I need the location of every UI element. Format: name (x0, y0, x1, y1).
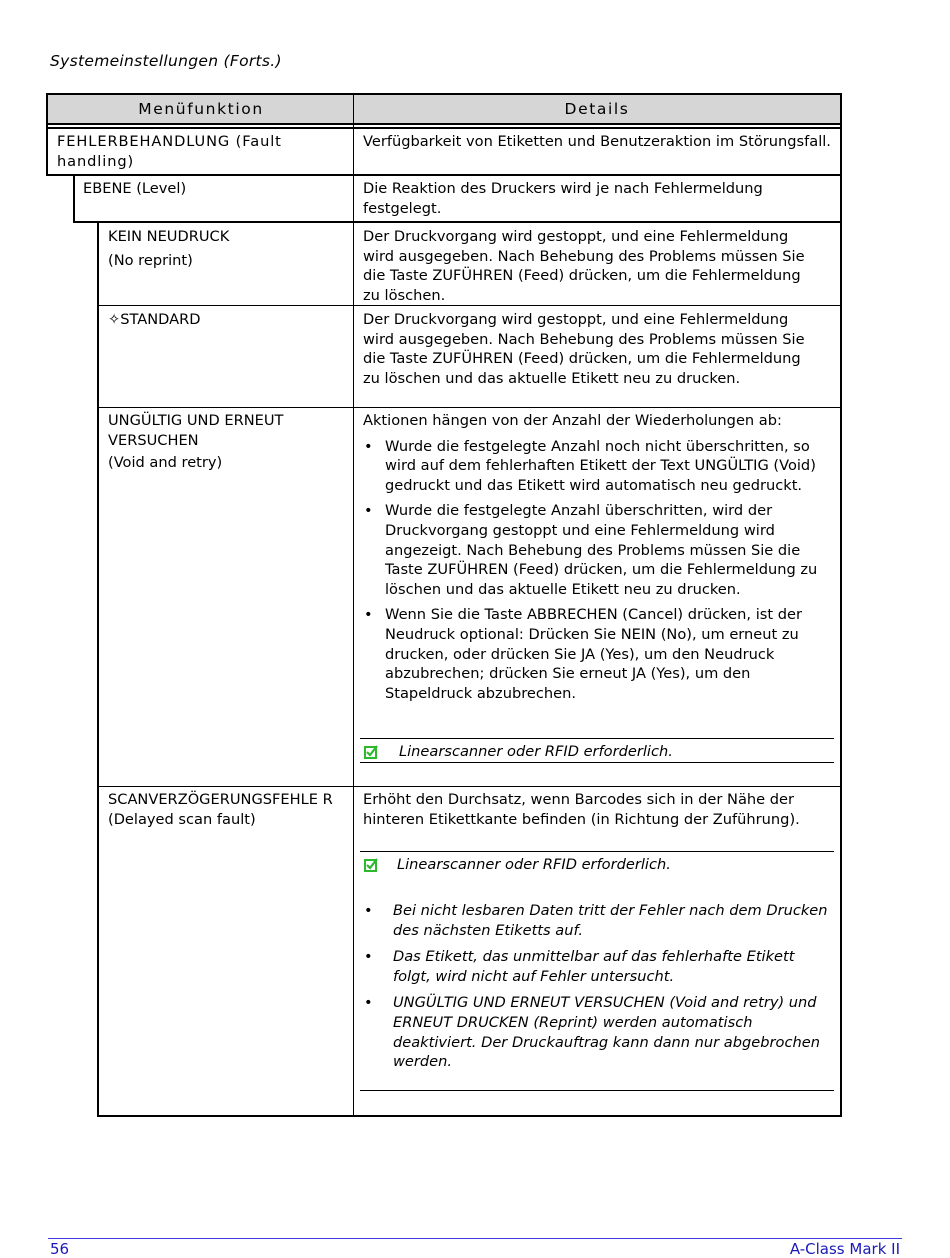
row-standard-details: Der Druckvorgang wird gestoppt, und eine Fehlermeldung wird ausgegeben. Nach Behebung des Problems müssen Sie die Taste ZUFÜHREN (Feed) drücken, um die Fehlermeldung zu löschen und das aktuelle Etikett neu zu drucken. (363, 311, 805, 387)
list-item: • Wurde die festgelegte Anzahl noch nicht überschritten, so wird auf dem fehlerhaften Etikett der Text UNGÜLTIG (Void) gedruckt und das Etikett wird automatisch neu gedruckt. (363, 437, 831, 496)
row-level-menu: EBENE (Level) (83, 180, 187, 197)
void-retry-label: UNGÜLTIG UND ERNEUT VERSUCHEN (108, 412, 284, 449)
running-head: Systemeinstellungen (Forts.) (50, 52, 282, 70)
void-retry-note-text: Linearscanner oder RFID erforderlich. (399, 743, 673, 760)
void-retry-english: (Void and retry) (108, 454, 223, 472)
checkbox-check-icon (364, 745, 378, 759)
row-no-reprint-menu (108, 227, 348, 270)
header-details: Details (354, 94, 840, 124)
row-void-retry-menu (108, 411, 323, 473)
checkbox-check-icon (364, 858, 378, 872)
row-delayed-scan-bullets (363, 901, 833, 1079)
row-delayed-scan-menu: SCANVERZÖGERUNGSFEHLE R (Delayed scan fault) (108, 791, 333, 828)
row-fault-handling-details: Verfügbarkeit von Etiketten und Benutzeraktion im Störungsfall. (363, 133, 831, 150)
row-level-details: Die Reaktion des Druckers wird je nach Fehlermeldung festgelegt. (363, 180, 763, 217)
list-item: • Bei nicht lesbaren Daten tritt der Fehler nach dem Drucken des nächsten Etiketts auf. (363, 901, 833, 940)
page-number: 56 (50, 1240, 70, 1258)
delayed-scan-note-text: Linearscanner oder RFID erforderlich. (397, 856, 671, 873)
footer-product-name: A-Class Mark II (789, 1240, 900, 1258)
delayed-scan-bullets (363, 901, 833, 1072)
header-menu-function: Menüfunktion (48, 94, 354, 124)
void-retry-bullets (363, 437, 831, 704)
row-fault-handling-menu: FEHLERBEHANDLUNG (Fault handling) (57, 133, 282, 170)
void-retry-intro: Aktionen hängen von der Anzahl der Wiederholungen ab: (363, 412, 782, 429)
row-void-retry-details (363, 411, 831, 709)
no-reprint-label: KEIN NEUDRUCK (108, 228, 230, 245)
list-item: • UNGÜLTIG UND ERNEUT VERSUCHEN (Void and retry) und ERNEUT DRUCKEN (Reprint) werden automatisch deaktiviert. Der Druckauftrag kann dann nur abgebrochen werden. (363, 993, 833, 1071)
footer-rule (48, 1238, 902, 1239)
list-item: • Das Etikett, das unmittelbar auf das fehlerhafte Etikett folgt, wird nicht auf Fehler untersucht. (363, 947, 833, 986)
row-standard-menu: ✧STANDARD (108, 311, 201, 328)
list-item: • Wenn Sie die Taste ABBRECHEN (Cancel) drücken, ist der Neudruck optional: Drücken Sie NEIN (No), um erneut zu drucken, oder drücken Sie JA (Yes), um den Neudruck abzubrechen; drücken Sie erneut JA (Yes), um den Stapeldruck abzubrechen. (363, 605, 831, 703)
no-reprint-english: (No reprint) (108, 251, 193, 269)
row-no-reprint-details: Der Druckvorgang wird gestoppt, und eine Fehlermeldung wird ausgegeben. Nach Behebung des Problems müssen Sie die Taste ZUFÜHREN (Feed) drücken, um die Fehlermeldung zu löschen. (363, 228, 805, 304)
list-item: • Wurde die festgelegte Anzahl überschritten, wird der Druckvorgang gestoppt und eine Fehlermeldung wird angezeigt. Nach Behebung des Problems müssen Sie die Taste ZUFÜHREN (Feed) drücken, um die Fehlermeldung zu löschen und das aktuelle Etikett neu zu drucken. (363, 501, 831, 599)
row-delayed-scan-intro: Erhöht den Durchsatz, wenn Barcodes sich in der Nähe der hinteren Etikettkante befinden (in Richtung der Zuführung). (363, 791, 800, 828)
